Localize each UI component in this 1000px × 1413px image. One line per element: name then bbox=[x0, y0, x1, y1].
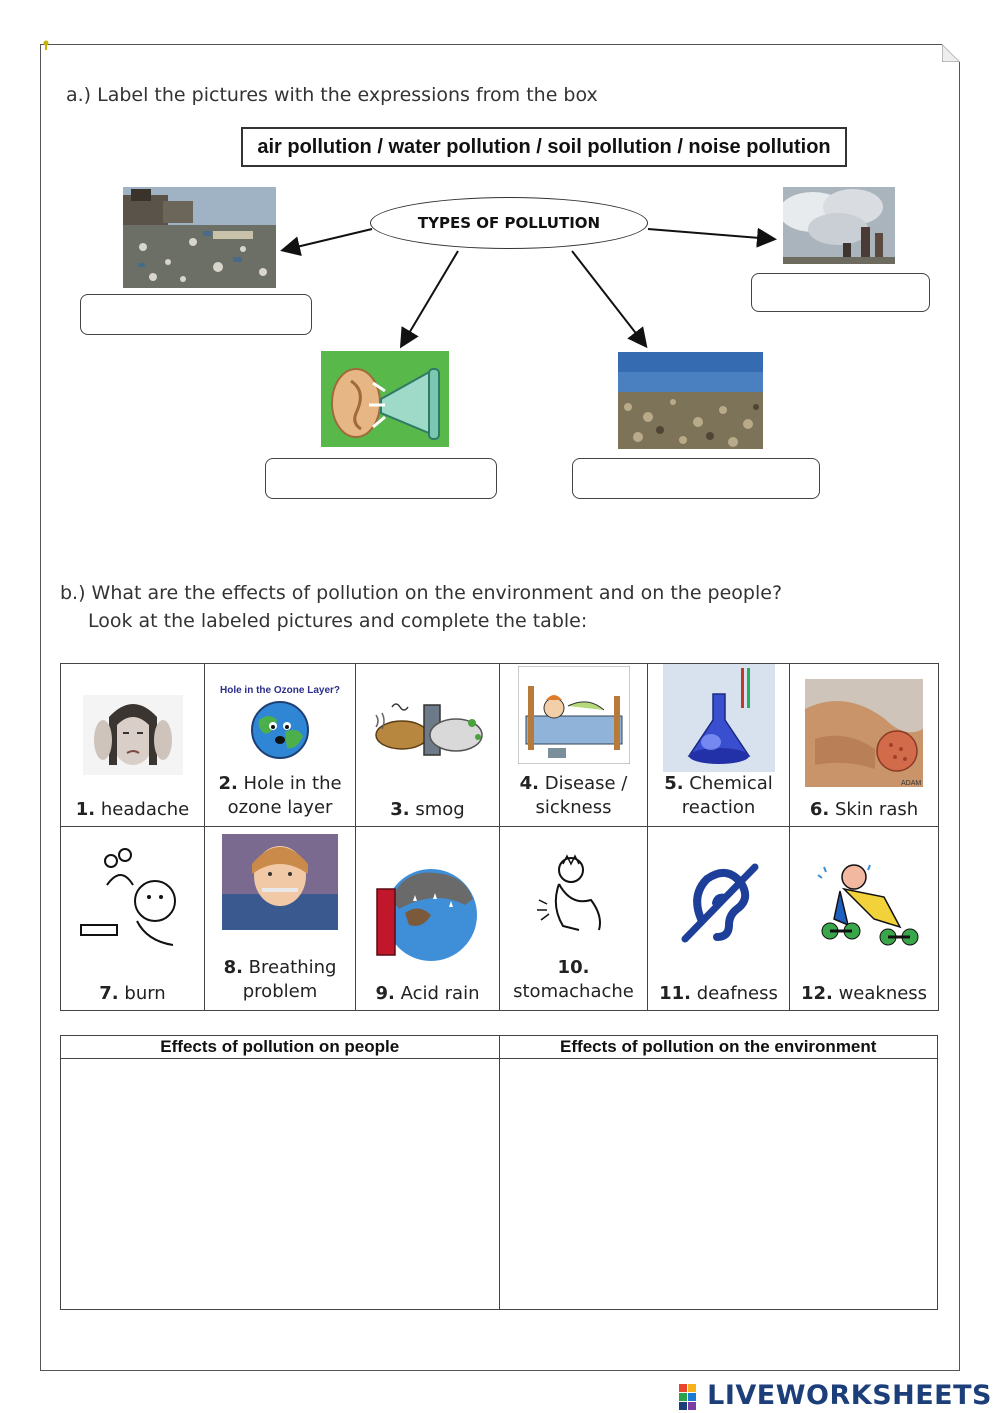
grid-cell-3 bbox=[356, 664, 500, 827]
grid-cell-2 bbox=[205, 664, 356, 827]
item-label: Acid rain bbox=[400, 983, 480, 1004]
noise-pollution-photo bbox=[321, 351, 449, 447]
logo-text: LIVEWORKSHEETS bbox=[707, 1380, 992, 1411]
col-header-people: Effects of pollution on people bbox=[61, 1036, 500, 1059]
ozone-caption: Hole in the Ozone Layer? bbox=[219, 685, 341, 696]
item-label: headache bbox=[100, 799, 190, 820]
item-num: 6. bbox=[809, 799, 830, 820]
chemical-reaction-icon bbox=[663, 664, 775, 772]
stomachache-icon bbox=[529, 850, 619, 940]
item-label: Chemical reaction bbox=[681, 773, 773, 818]
arrow-soil bbox=[572, 251, 645, 345]
word-box: air pollution / water pollution / soil pollution / noise pollution bbox=[241, 127, 847, 167]
section-b-instruction: Look at the labeled pictures and complete the table: bbox=[88, 610, 588, 632]
item-label: Breathing problem bbox=[242, 957, 337, 1002]
item-num: 5. bbox=[664, 773, 684, 794]
sickness-icon bbox=[518, 666, 630, 764]
ozone-globe-icon bbox=[245, 698, 315, 760]
arrow-noise bbox=[402, 251, 458, 345]
item-num: 11. bbox=[659, 983, 692, 1004]
air-pollution-photo bbox=[783, 187, 895, 264]
item-num: 10. bbox=[557, 957, 590, 978]
deafness-icon bbox=[671, 859, 767, 945]
liveworksheets-mark-icon bbox=[679, 1384, 705, 1410]
grid-cell-10 bbox=[500, 827, 648, 1011]
item-label: Hole in the ozone layer bbox=[227, 773, 342, 818]
item-label: stomachache bbox=[513, 981, 634, 1002]
item-label: smog bbox=[415, 799, 465, 820]
adam-caption: ADAM bbox=[901, 780, 922, 787]
effects-environment-answer-area[interactable] bbox=[499, 1059, 938, 1310]
item-label: burn bbox=[124, 983, 166, 1004]
grid-cell-11 bbox=[648, 827, 790, 1011]
arrow-water bbox=[284, 229, 372, 250]
headache-icon bbox=[83, 695, 183, 775]
grid-cell-1 bbox=[61, 664, 205, 827]
skin-rash-icon bbox=[805, 679, 923, 787]
answer-box-noise[interactable] bbox=[265, 458, 497, 499]
answer-box-water[interactable] bbox=[80, 294, 312, 335]
weakness-icon bbox=[804, 857, 924, 951]
item-num: 7. bbox=[99, 983, 119, 1004]
item-num: 8. bbox=[223, 957, 243, 978]
effects-people-answer-area[interactable] bbox=[61, 1059, 500, 1310]
smog-icon bbox=[372, 699, 484, 761]
grid-cell-7 bbox=[61, 827, 205, 1011]
item-label: deafness bbox=[696, 983, 778, 1004]
answer-box-soil[interactable] bbox=[572, 458, 820, 499]
section-a-instruction: a.) Label the pictures with the expressions from the box bbox=[66, 84, 598, 106]
effects-table bbox=[60, 1035, 938, 1310]
burn-icon bbox=[77, 845, 189, 953]
types-of-pollution-ellipse: TYPES OF POLLUTION bbox=[370, 197, 648, 249]
item-label: weakness bbox=[838, 983, 928, 1004]
soil-pollution-photo bbox=[618, 352, 763, 449]
grid-cell-5 bbox=[648, 664, 790, 827]
arrow-air bbox=[648, 229, 773, 239]
item-num: 4. bbox=[519, 773, 540, 794]
answer-box-air[interactable] bbox=[751, 273, 930, 312]
grid-cell-6 bbox=[790, 664, 939, 827]
grid-cell-8 bbox=[205, 827, 356, 1011]
col-header-environment: Effects of pollution on the environment bbox=[499, 1036, 938, 1059]
item-num: 1. bbox=[75, 799, 96, 820]
water-pollution-photo bbox=[123, 187, 276, 288]
grid-cell-4 bbox=[500, 664, 648, 827]
item-num: 9. bbox=[375, 983, 395, 1004]
section-b-question: b.) What are the effects of pollution on the environment and on the people? bbox=[60, 582, 783, 604]
grid-cell-12 bbox=[790, 827, 939, 1011]
item-label: Skin rash bbox=[834, 799, 919, 820]
liveworksheets-logo bbox=[679, 1380, 992, 1411]
grid-cell-9 bbox=[356, 827, 500, 1011]
item-num: 12. bbox=[800, 983, 833, 1004]
item-label: Disease / sickness bbox=[535, 773, 628, 818]
breathing-problem-icon bbox=[222, 834, 338, 930]
acid-rain-icon bbox=[375, 859, 481, 965]
item-num: 3. bbox=[390, 799, 410, 820]
effects-picture-grid bbox=[60, 663, 939, 1011]
item-num: 2. bbox=[218, 773, 238, 794]
